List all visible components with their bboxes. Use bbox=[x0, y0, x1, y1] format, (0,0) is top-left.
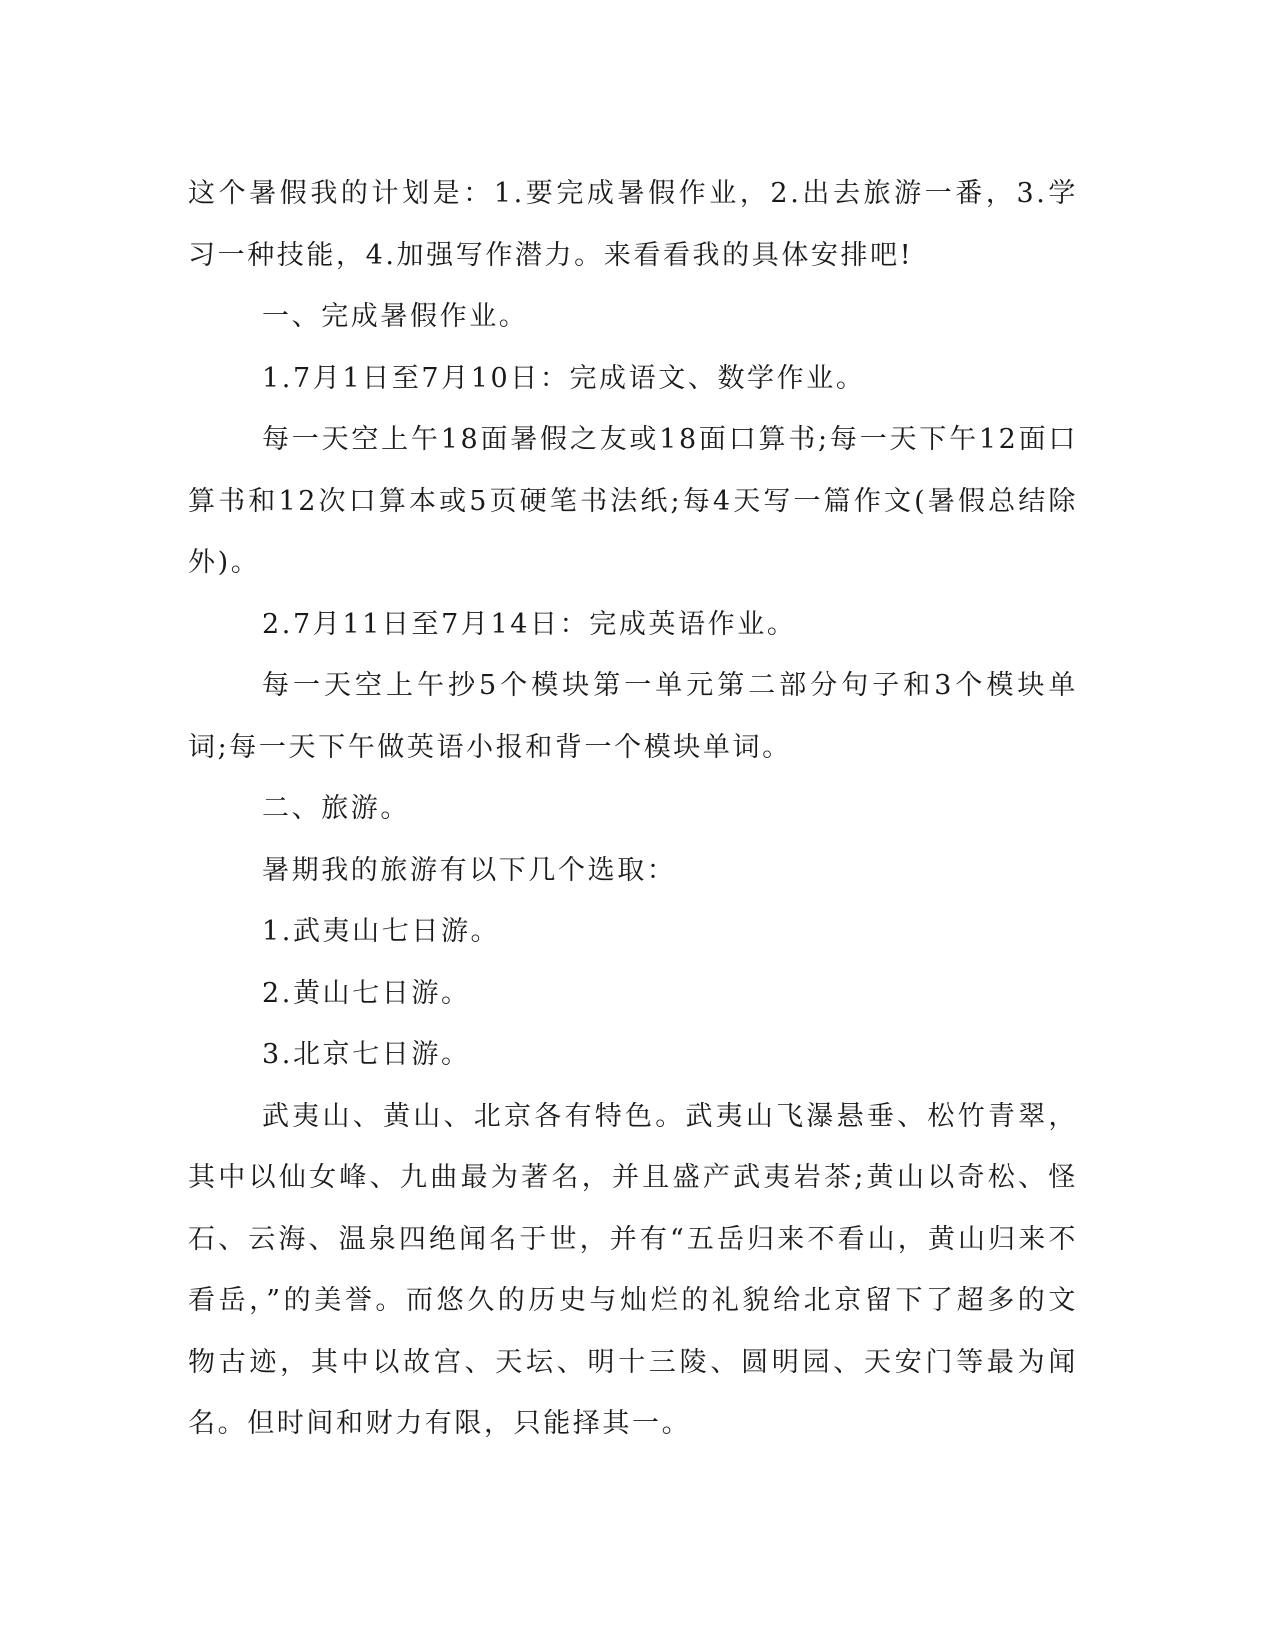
section-heading-travel: 二、旅游。 bbox=[262, 793, 410, 824]
list-item-beijing: 3.北京七日游。 bbox=[262, 1039, 471, 1070]
document-body bbox=[188, 163, 1078, 1455]
paragraph-travel-options: 暑期我的旅游有以下几个选取： bbox=[262, 854, 677, 886]
list-item-english: 2.7月11日至7月14日：完成英语作业。 bbox=[262, 608, 797, 640]
paragraph-intro: 这个暑假我的计划是：1.要完成暑假作业，2.出去旅游一番，3.学习一种技能，4.加强写作潜力。来看看我的具体安排吧! bbox=[188, 178, 1078, 271]
list-item-wuyishan: 1.武夷山七日游。 bbox=[262, 916, 501, 947]
paragraph-daily-chinese-math: 每一天空上午18面暑假之友或18面口算书;每一天下午12面口算书和12次口算本或5页硬笔书法纸;每4天写一篇作文(暑假总结除外)。 bbox=[188, 424, 1078, 578]
paragraph-destinations-comparison: 武夷山、黄山、北京各有特色。武夷山飞瀑悬垂、松竹青翠，其中以仙女峰、九曲最为著名，并且盛产武夷岩茶;黄山以奇松、怪石、云海、温泉四绝闻名于世，并有“五岳归来不看山，黄山归来不看岳，”的美誉。而悠久的历史与灿烂的礼貌给北京留下了超多的文物古迹，其中以故宫、天坛、明十三陵、圆明园、天安门等最为闻名。但时间和财力有限，只能择其一。 bbox=[188, 1100, 1078, 1439]
list-item-huangshan: 2.黄山七日游。 bbox=[262, 977, 471, 1009]
list-item-chinese-math: 1.7月1日至7月10日：完成语文、数学作业。 bbox=[262, 362, 866, 394]
section-heading-homework: 一、完成暑假作业。 bbox=[262, 301, 529, 332]
paragraph-daily-english: 每一天空上午抄5个模块第一单元第二部分句子和3个模块单词;每一天下午做英语小报和背一个模块单词。 bbox=[188, 670, 1078, 763]
